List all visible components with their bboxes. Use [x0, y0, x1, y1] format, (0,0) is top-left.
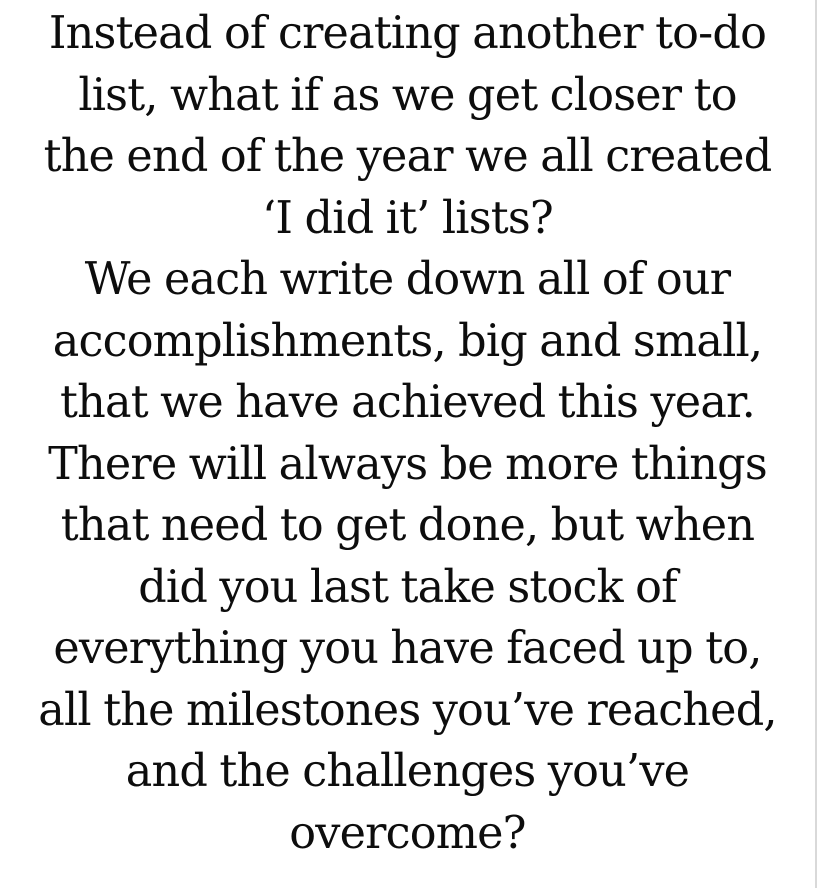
quote-line: list, what if as we get closer to — [78, 69, 737, 121]
quote-text — [0, 3, 815, 864]
quote-line: ‘I did it’ lists? — [262, 192, 553, 244]
quote-line: that we have achieved this year. — [60, 377, 755, 428]
quote-line: accomplishments, big and small, — [52, 315, 763, 367]
quote-line: that need to get done, but when — [60, 500, 755, 551]
quote-line: did you last take stock of — [138, 561, 677, 613]
quote-line: and the challenges you’ve — [125, 746, 690, 797]
quote-line: Instead of creating another to-do — [48, 8, 767, 59]
quote-line: There will always be more things — [48, 438, 767, 490]
quote-line: all the milestones you’ve reached, — [38, 684, 777, 736]
quote-line: everything you have faced up to, — [53, 623, 762, 674]
quote-line: the end of the year we all created — [43, 131, 772, 182]
quote-line: We each write down all of our — [84, 254, 731, 305]
quote-line: overcome? — [289, 807, 526, 859]
